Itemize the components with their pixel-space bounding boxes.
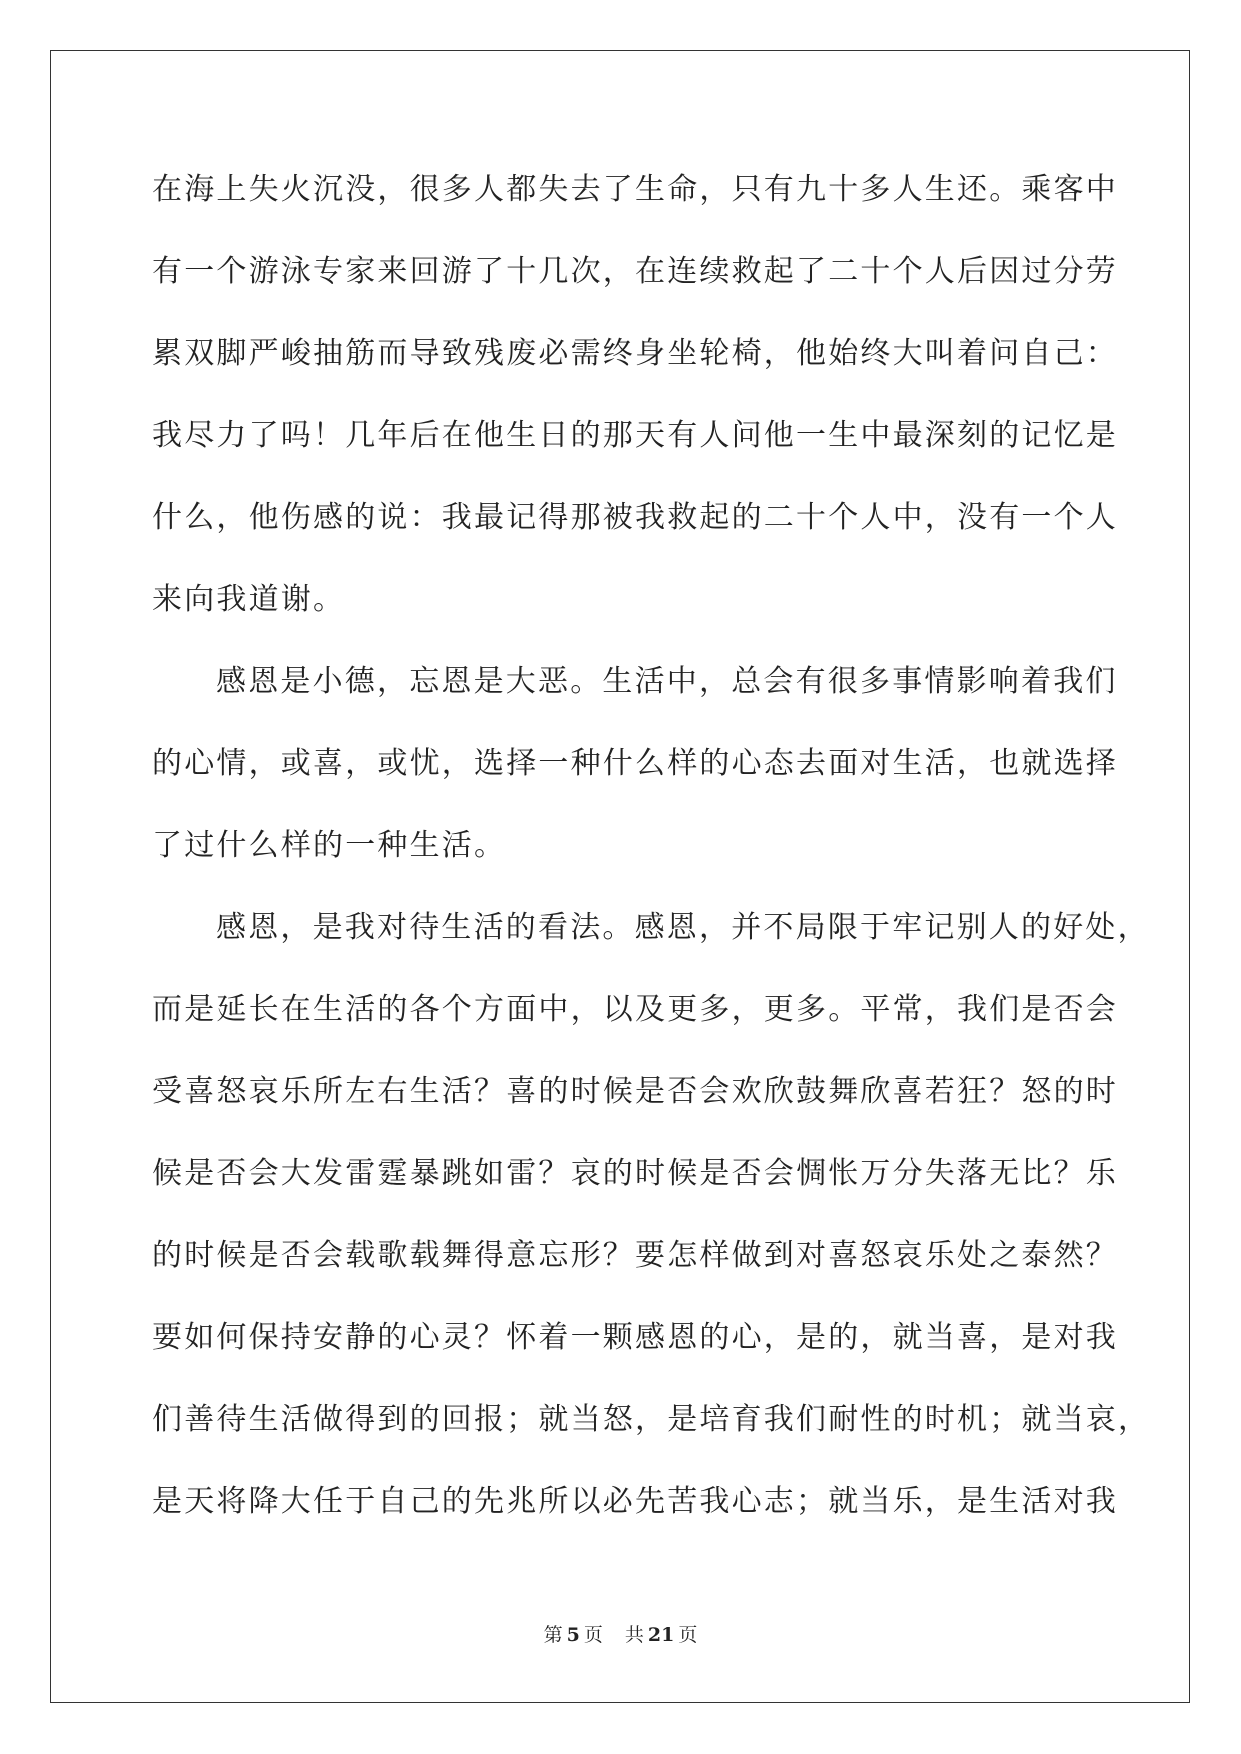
text-line: 的心情，或喜，或忧，选择一种什么样的心态去面对生活，也就选择 xyxy=(152,746,1118,781)
text-line: 我尽力了吗！几年后在他生日的那天有人问他一生中最深刻的记忆是 xyxy=(152,418,1118,453)
text-line: 的时候是否会载歌载舞得意忘形？要怎样做到对喜怒哀乐处之泰然？ xyxy=(152,1238,1118,1273)
text-line: 受喜怒哀乐所左右生活？喜的时候是否会欢欣鼓舞欣喜若狂？怒的时 xyxy=(152,1074,1118,1109)
text-line: 有一个游泳专家来回游了十几次，在连续救起了二十个人后因过分劳 xyxy=(152,254,1118,289)
document-body xyxy=(152,165,1151,1559)
text-line: 是天将降大任于自己的先兆所以必先苦我心志；就当乐，是生活对我 xyxy=(152,1484,1118,1519)
total-page-count: 21 xyxy=(647,1624,675,1646)
text-line: 什么，他伤感的说：我最记得那被我救起的二十个人中，没有一个人 xyxy=(152,500,1118,535)
text-line: 累双脚严峻抽筋而导致残废必需终身坐轮椅，他始终大叫着问自己： xyxy=(152,336,1118,371)
text-line: 要如何保持安静的心灵？怀着一颗感恩的心，是的，就当喜，是对我 xyxy=(152,1320,1118,1355)
text-line: 来向我道谢。 xyxy=(152,582,346,617)
footer-total-prefix: 共 xyxy=(624,1624,644,1646)
text-line: 而是延长在生活的各个方面中，以及更多，更多。平常，我们是否会 xyxy=(152,992,1118,1027)
paragraph-start-line: 感恩，是我对待生活的看法。感恩，并不局限于牢记别人的好处， xyxy=(216,910,1150,945)
footer-total-suffix: 页 xyxy=(678,1624,698,1646)
page-footer xyxy=(0,1620,1241,1647)
text-line: 候是否会大发雷霆暴跳如雷？哀的时候是否会惆怅万分失落无比？乐 xyxy=(152,1156,1118,1191)
footer-prefix: 第 xyxy=(543,1624,563,1646)
paragraph-start-line: 感恩是小德，忘恩是大恶。生活中，总会有很多事情影响着我们 xyxy=(216,664,1118,699)
current-page-number: 5 xyxy=(566,1624,580,1646)
text-line: 了过什么样的一种生活。 xyxy=(152,828,507,863)
text-line: 在海上失火沉没，很多人都失去了生命，只有九十多人生还。乘客中 xyxy=(152,172,1118,207)
footer-page-suffix: 页 xyxy=(583,1624,603,1646)
text-line: 们善待生活做得到的回报；就当怒，是培育我们耐性的时机；就当哀， xyxy=(152,1402,1151,1437)
